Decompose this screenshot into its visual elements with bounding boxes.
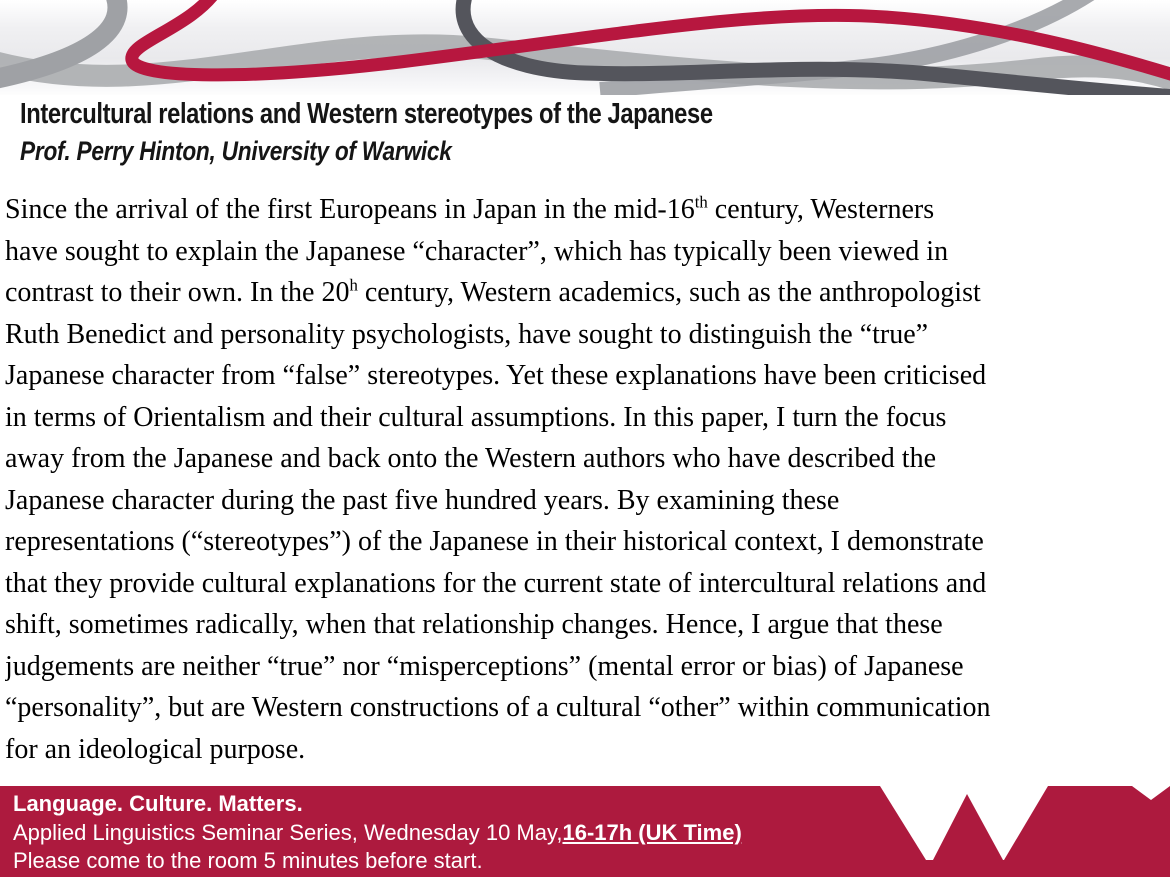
speaker-name: Prof. Perry Hinton, University of Warwick [20,136,452,166]
abstract-text [5,189,1170,779]
line-text: Ruth Benedict and personality psychologists, have sought to distinguish the “true” [5,318,929,350]
line-text: shift, sometimes radically, when that relationship changes. Hence, I argue that these [5,609,943,640]
line-text: for an ideological purpose. [5,733,306,765]
line-text: Japanese character from “false” stereotypes. Yet these explanations have been criticised [5,360,987,391]
line-text: in terms of Orientalism and their cultural assumptions. In this paper, I turn the focus [5,401,947,433]
abstract-line [5,189,1170,231]
abstract-line [5,397,1170,439]
ribbon-swoosh-graphic [0,0,1170,95]
abstract-line [5,231,1170,273]
line-text: away from the Japanese and back onto the Western authors who have described the [5,443,937,474]
footer-series-line [13,819,742,848]
abstract-line [5,729,1170,771]
abstract-line [5,438,1170,480]
line-text: representations (“stereotypes”) of the Japanese in their historical context, I demonstrate [5,526,984,557]
abstract-line [5,646,1170,688]
abstract-line [5,272,1170,314]
footer-tagline: Language. Culture. Matters. [13,791,303,816]
line-text: have sought to explain the Japanese “character”, which has typically been viewed in [5,235,949,267]
line-text: century, Westerners [707,194,935,225]
seminar-time: 16-17h (UK Time) [562,819,742,845]
title-block [20,98,1170,167]
superscript: th [694,192,708,212]
abstract-line [5,355,1170,397]
line-text: Japanese character during the past five hundred years. By examining these [5,484,840,516]
ribbon-swoosh-svg [0,0,1170,95]
line-text: “personality”, but are Western constructions of a cultural “other” within communication [5,692,991,723]
series-text: Applied Linguistics Seminar Series, Wednesday 10 May, [13,819,563,845]
footer-banner [0,786,1170,877]
line-text: that they provide cultural explanations for the current state of intercultural relations and [5,567,987,599]
abstract-line [5,687,1170,729]
abstract-line [5,604,1170,646]
warwick-w-logo [870,786,1170,877]
line-text: Since the arrival of the first Europeans in Japan in the mid-16 [5,194,695,225]
footer-note: Please come to the room 5 minutes before start. [13,848,483,873]
abstract-line [5,480,1170,522]
superscript: h [349,275,358,295]
page-title: Intercultural relations and Western stereotypes of the Japanese [20,98,713,130]
w-logo-notch [1132,786,1170,800]
line-text: century, Western academics, such as the anthropologist [357,277,981,308]
footer-text [13,790,742,876]
line-text: contrast to their own. In the 20 [5,277,350,308]
abstract-line [5,314,1170,356]
abstract-line [5,521,1170,563]
line-text: judgements are neither “true” nor “misperceptions” (mental error or bias) of Japanese [5,650,964,682]
abstract-line [5,563,1170,605]
